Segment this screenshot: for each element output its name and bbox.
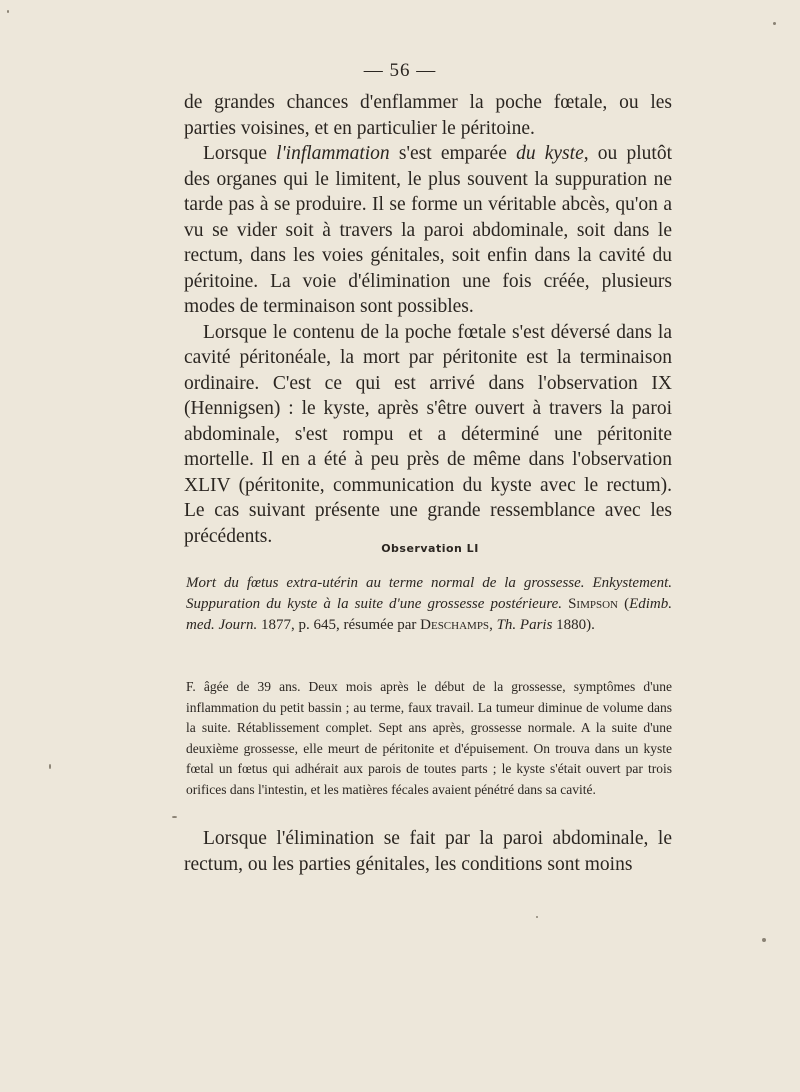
observation-reviewer: Deschamps [420, 617, 490, 633]
italic-term-kyste: du kyste [516, 143, 584, 164]
observation-source-rest: 1877, p. 645, résumée par [257, 617, 421, 633]
observation-source-open: ( [618, 596, 630, 612]
paragraph-inflammation [184, 141, 672, 320]
paper-speck [7, 10, 9, 13]
closing-text-block [184, 826, 672, 877]
observation-body [186, 677, 672, 800]
paper-speck [172, 816, 177, 818]
observation-thesis: Th. Paris [496, 617, 553, 633]
paragraph-rest: , ou plutôt des organes qui le limitent, le plus souvent la suppuration ne tarde pas à se produire. Il se forme un véritable abcès, qu'on a vu se vider soit à travers la paroi abdominale, soit dans le rectum, dans les voies génitales, soit enfin dans la cavité du péritoine. La voie d'élimination une fois créée, plusieurs modes de terminaison sont possibles. [184, 143, 672, 317]
paragraph-peritonite: Lorsque le contenu de la poche fœtale s'est déversé dans la cavité péritonéale, la mort par péritonite est la terminaison ordinaire. C'est ce qui est arrivé dans l'observation IX (Hennigsen) : le kyste, après s'être ouvert à travers la paroi abdominale, s'est rompu et a déterminé une péritonite mortelle. Il en a été à peu près de même dans l'observation XLIV (péritonite, communication du kyste avec le rectum). Le cas suivant présente une grande ressemblance avec les précédents. [184, 321, 672, 547]
observation-summary [186, 573, 672, 636]
observation-title: Observation LI [381, 542, 479, 555]
paragraph-continuation: de grandes chances d'enflammer la poche fœtale, ou les parties voisines, et en particulier le péritoine. [184, 92, 672, 139]
main-text-block [184, 90, 672, 549]
paragraph-mid: s'est emparée [389, 143, 517, 164]
observation-thesis-year: 1880). [552, 617, 595, 633]
observation-author: Simpson [568, 596, 619, 612]
observation-thesis-sep: , [489, 617, 497, 633]
observation-source-journal: Edimb. med. Journ. [186, 596, 672, 633]
observation-summary-italic: Mort du fœtus extra-utérin au terme normal de la grossesse. Enkystement. Suppuration du kyste à la suite d'une grossesse postérieure. [186, 575, 672, 612]
paper-speck [773, 22, 776, 25]
paper-speck [49, 764, 51, 769]
paper-speck [762, 938, 766, 942]
paragraph-lead: Lorsque [203, 143, 277, 164]
observation-body-text: F. âgée de 39 ans. Deux mois après le début de la grossesse, symptômes d'une inflammation du petit bassin ; au terme, faux travail. La tumeur diminue de volume dans la suite. Rétablissement complet. Sept ans après, grossesse normale. A la suite d'une deuxième grossesse, elle meurt de péritonite et d'épuisement. On trouva dans un kyste fœtal un fœtus qui adhérait aux parois de toutes parts ; le kyste s'était ouvert par trois orifices dans l'intestin, et les matières fécales avaient pénétré dans sa cavité. [186, 679, 672, 797]
paragraph-elimination: Lorsque l'élimination se fait par la paroi abdominale, le rectum, ou les parties génitales, les conditions sont moins [184, 828, 672, 875]
italic-term-inflammation: l'inflammation [276, 143, 390, 164]
page-number: — 56 — [363, 60, 437, 81]
paper-speck [536, 916, 538, 918]
